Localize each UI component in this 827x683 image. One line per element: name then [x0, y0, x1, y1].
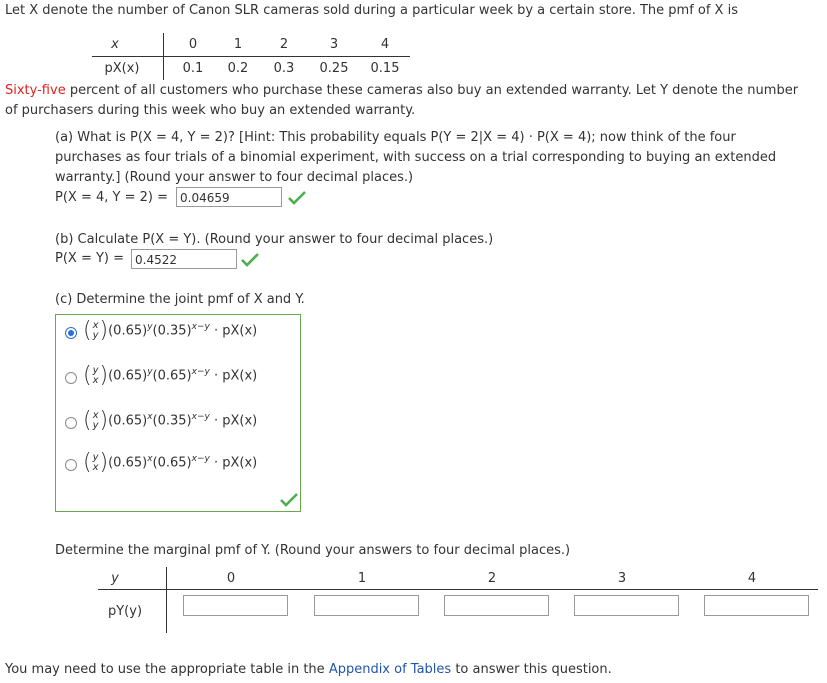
pmf-x-value: 0	[188, 37, 198, 52]
pmf-x-value: 1	[233, 37, 243, 52]
context-line-1: Sixty-five percent of all customers who purchase these cameras also buy an extended warranty. Let Y denote the number	[5, 83, 799, 98]
part-b-answer-input[interactable]: 0.4522	[131, 249, 237, 269]
footer-text: You may need to use the appropriate table in the Appendix of Tables to answer this question.	[5, 662, 612, 677]
radio-option-2[interactable]	[65, 372, 77, 384]
marginal-row2-label: pY(y)	[107, 604, 143, 619]
option-2-formula: (y $x)(0.65)^y(0.65)^{x-y} \cdot pX(x)$	[83, 363, 258, 388]
check-icon	[280, 493, 298, 507]
marginal-input-y0[interactable]	[183, 595, 288, 616]
option-1-formula: (x $y)(0.65)^y(0.35)^{x-y} \cdot pX(x)$	[83, 318, 258, 343]
radio-option-1[interactable]	[65, 327, 77, 339]
marginal-input-y2[interactable]	[444, 595, 549, 616]
radio-option-4[interactable]	[65, 459, 77, 471]
marginal-y-value: 0	[226, 571, 236, 586]
part-b-line-1: (b) Calculate P(X = Y). (Round your answer to four decimal places.)	[55, 232, 494, 247]
marginal-y-value: 4	[747, 571, 757, 586]
pmf-x-prob: 0.25	[319, 61, 349, 76]
part-a-line-1: (a) What is P(X = 4, Y = 2)? [Hint: This probability equals P(Y = 2|X = 4) · P(X = 4); now think of the four	[55, 130, 736, 145]
option-4-formula: (y $x)(0.65)^x(0.65)^{x-y} \cdot pX(x)$	[83, 450, 258, 475]
option-3-formula: (x $y)(0.65)^x(0.35)^{x-y} \cdot pX(x)$	[83, 408, 258, 433]
highlight-sixty-five: Sixty-five	[5, 83, 66, 98]
context-line-2: of purchasers during this week who buy an extended warranty.	[5, 103, 416, 118]
pmf-x-value: 4	[380, 37, 390, 52]
marginal-row1-label: y	[111, 571, 119, 586]
marginal-y-value: 3	[617, 571, 627, 586]
pmf-x-value: 2	[279, 37, 289, 52]
marginal-y-value: 1	[357, 571, 367, 586]
marginal-input-y1[interactable]	[314, 595, 419, 616]
pmf-x-prob: 0.15	[370, 61, 400, 76]
part-a-line-3: warranty.] (Round your answer to four decimal places.)	[55, 170, 414, 185]
intro-text: Let X denote the number of Canon SLR cameras sold during a particular week by a certain store. The pmf of X is	[5, 3, 738, 18]
pmf-x-value: 3	[329, 37, 339, 52]
check-icon	[241, 253, 259, 267]
pmf-x-prob: 0.1	[182, 61, 204, 76]
marginal-input-y4[interactable]	[704, 595, 809, 616]
marginal-y-value: 2	[487, 571, 497, 586]
radio-option-3[interactable]	[65, 417, 77, 429]
part-b-answer-label: P(X = Y) =	[55, 251, 125, 266]
pmf-x-row1-label: x	[111, 37, 119, 52]
part-a-line-2: purchases as four trials of a binomial experiment, with success on a trial corresponding to buying an extended	[55, 150, 777, 165]
pmf-x-prob: 0.2	[227, 61, 249, 76]
part-a-answer-input[interactable]: 0.04659	[176, 187, 282, 207]
appendix-link[interactable]: Appendix of Tables	[328, 662, 452, 677]
part-c-question: (c) Determine the joint pmf of X and Y.	[55, 292, 305, 307]
part-a-answer-label: P(X = 4, Y = 2) =	[55, 190, 168, 205]
pmf-x-prob: 0.3	[273, 61, 295, 76]
pmf-x-row2-label: pX(x)	[104, 61, 140, 76]
check-icon	[288, 191, 306, 205]
marginal-prompt: Determine the marginal pmf of Y. (Round your answers to four decimal places.)	[55, 543, 571, 558]
marginal-input-y3[interactable]	[574, 595, 679, 616]
